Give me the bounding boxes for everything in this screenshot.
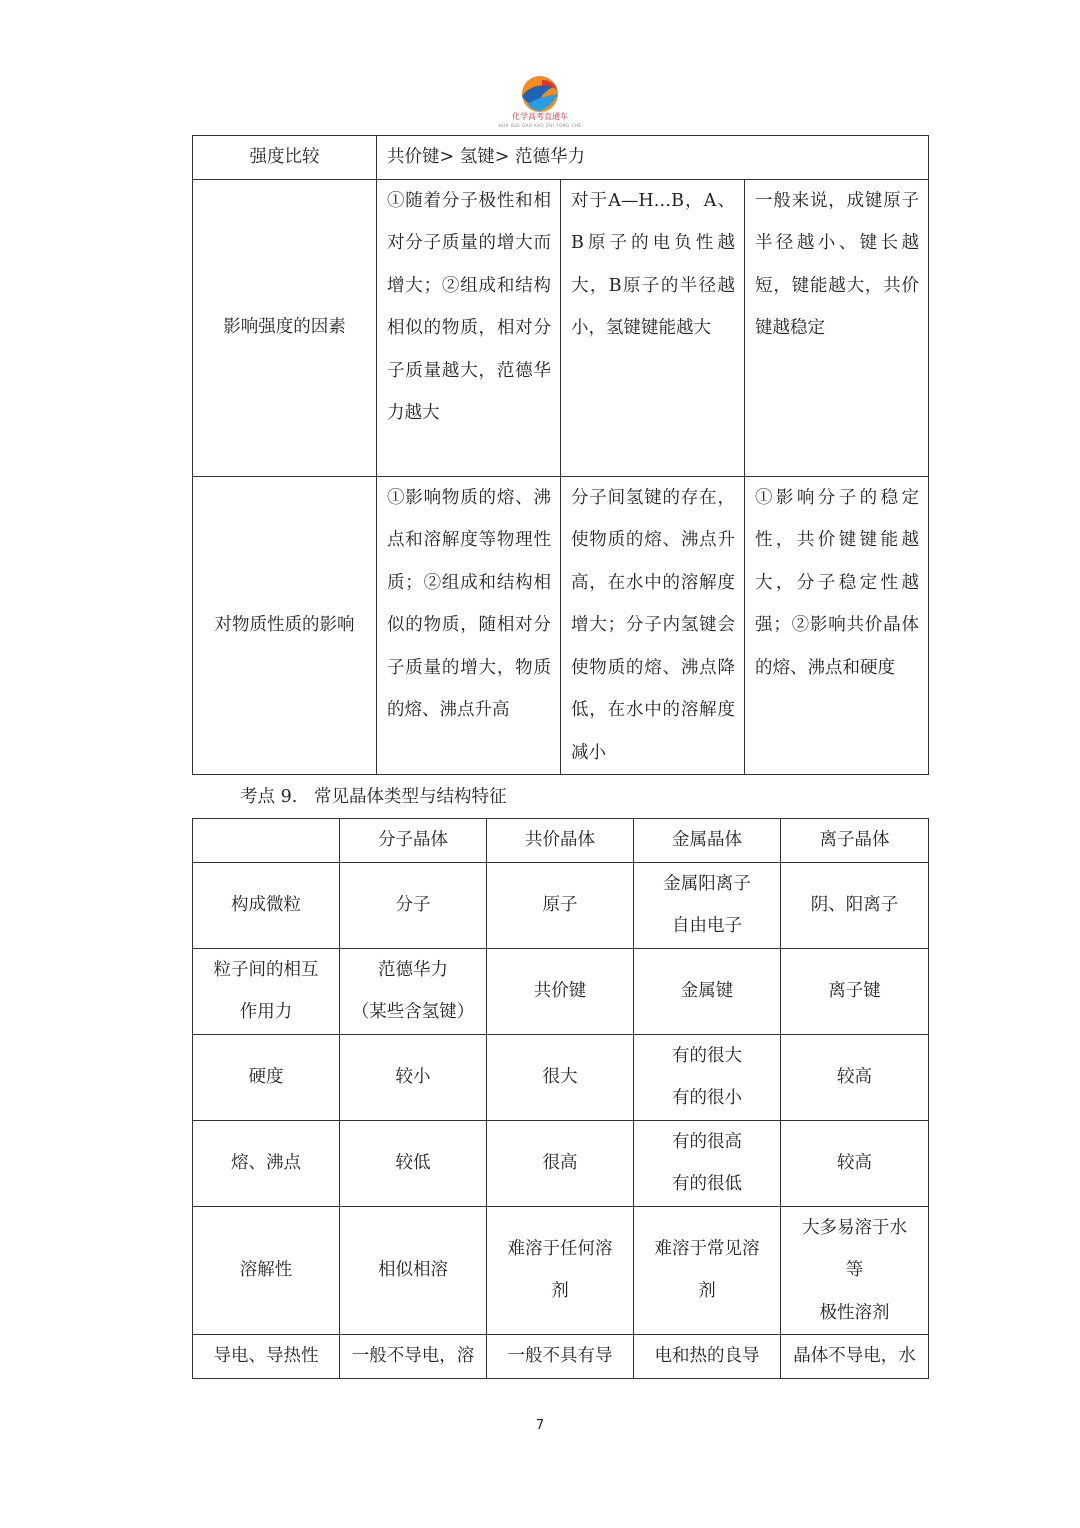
table-cell: 相似相溶 — [340, 1206, 487, 1335]
header-cell: 分子晶体 — [340, 819, 487, 863]
row-label: 硬度 — [193, 1034, 340, 1120]
page-number: 7 — [535, 1418, 545, 1433]
table-cell: 离子键 — [781, 948, 929, 1034]
table-cell: 共价键 — [487, 948, 634, 1034]
table-cell: 金属阳离子 自由电子 — [634, 862, 781, 948]
table-cell: 较高 — [781, 1034, 929, 1120]
table-cell: 晶体不导电，水 — [781, 1335, 929, 1379]
section-heading: 考点 9. 常见晶体类型与结构特征 — [240, 787, 507, 807]
row-label: 影响强度的因素 — [193, 179, 377, 476]
table-cell: 原子 — [487, 862, 634, 948]
merged-cell: 共价键> 氢键> 范德华力 — [377, 136, 929, 180]
table-cell: 较高 — [781, 1120, 929, 1206]
header-row — [193, 819, 929, 863]
table-cell: 难溶于任何溶 剂 — [487, 1206, 634, 1335]
table-row — [193, 1206, 929, 1335]
row-label: 构成微粒 — [193, 862, 340, 948]
table-cell: 一般不导电，溶 — [340, 1335, 487, 1379]
crystal-types-table — [192, 818, 929, 1379]
table-cell: 很高 — [487, 1120, 634, 1206]
row-label: 对物质性质的影响 — [193, 476, 377, 775]
table-cell: ①影响分子的稳定性，共价键键能越大，分子稳定性越强；②影响共价晶体的熔、沸点和硬度 — [745, 476, 929, 775]
header-cell: 离子晶体 — [781, 819, 929, 863]
row-label: 溶解性 — [193, 1206, 340, 1335]
logo-emblem-icon — [498, 74, 582, 114]
table-cell: 较低 — [340, 1120, 487, 1206]
table-cell: 金属键 — [634, 948, 781, 1034]
table-cell: ①随着分子极性和相对分子质量的增大而增大；②组成和结构相似的物质，相对分子质量越大，范德华力越大 — [377, 179, 561, 476]
table-row — [193, 948, 929, 1034]
table-row — [193, 179, 929, 476]
table-cell: 难溶于常见溶 剂 — [634, 1206, 781, 1335]
table-cell: 很大 — [487, 1034, 634, 1120]
logo-title: 化学高考直通车 — [512, 112, 568, 121]
table-row — [193, 862, 929, 948]
table-cell: 阴、阳离子 — [781, 862, 929, 948]
table-row — [193, 1335, 929, 1379]
header-cell: 金属晶体 — [634, 819, 781, 863]
row-label: 熔、沸点 — [193, 1120, 340, 1206]
table-cell: 分子 — [340, 862, 487, 948]
table-row — [193, 1034, 929, 1120]
table-cell: 较小 — [340, 1034, 487, 1120]
table-cell: 一般来说，成键原子半径越小、键长越短，键能越大，共价键越稳定 — [745, 179, 929, 476]
table-cell: 电和热的良导 — [634, 1335, 781, 1379]
table-cell: 大多易溶于水 等 极性溶剂 — [781, 1206, 929, 1335]
table-row — [193, 1120, 929, 1206]
table-cell: 范德华力 （某些含氢键） — [340, 948, 487, 1034]
table-cell: 有的很大 有的很小 — [634, 1034, 781, 1120]
header-cell: 共价晶体 — [487, 819, 634, 863]
row-label: 粒子间的相互 作用力 — [193, 948, 340, 1034]
header-cell — [193, 819, 340, 863]
row-label: 强度比较 — [193, 136, 377, 180]
table-row — [193, 136, 929, 180]
logo — [498, 74, 582, 132]
logo-subtitle: HUA XUE GAO KAO ZHI TONG CHE — [498, 123, 582, 128]
table-cell: 有的很高 有的很低 — [634, 1120, 781, 1206]
row-label: 导电、导热性 — [193, 1335, 340, 1379]
table-cell: 一般不具有导 — [487, 1335, 634, 1379]
table-cell: 对于A—H…B，A、B原子的电负性越大，B原子的半径越小，氢键键能越大 — [561, 179, 745, 476]
bond-comparison-table — [192, 135, 929, 775]
table-cell: 分子间氢键的存在，使物质的熔、沸点升高，在水中的溶解度增大；分子内氢键会使物质的熔、沸点降低，在水中的溶解度减小 — [561, 476, 745, 775]
table-cell: ①影响物质的熔、沸点和溶解度等物理性质；②组成和结构相似的物质，随相对分子质量的增大，物质的熔、沸点升高 — [377, 476, 561, 775]
table-row — [193, 476, 929, 775]
